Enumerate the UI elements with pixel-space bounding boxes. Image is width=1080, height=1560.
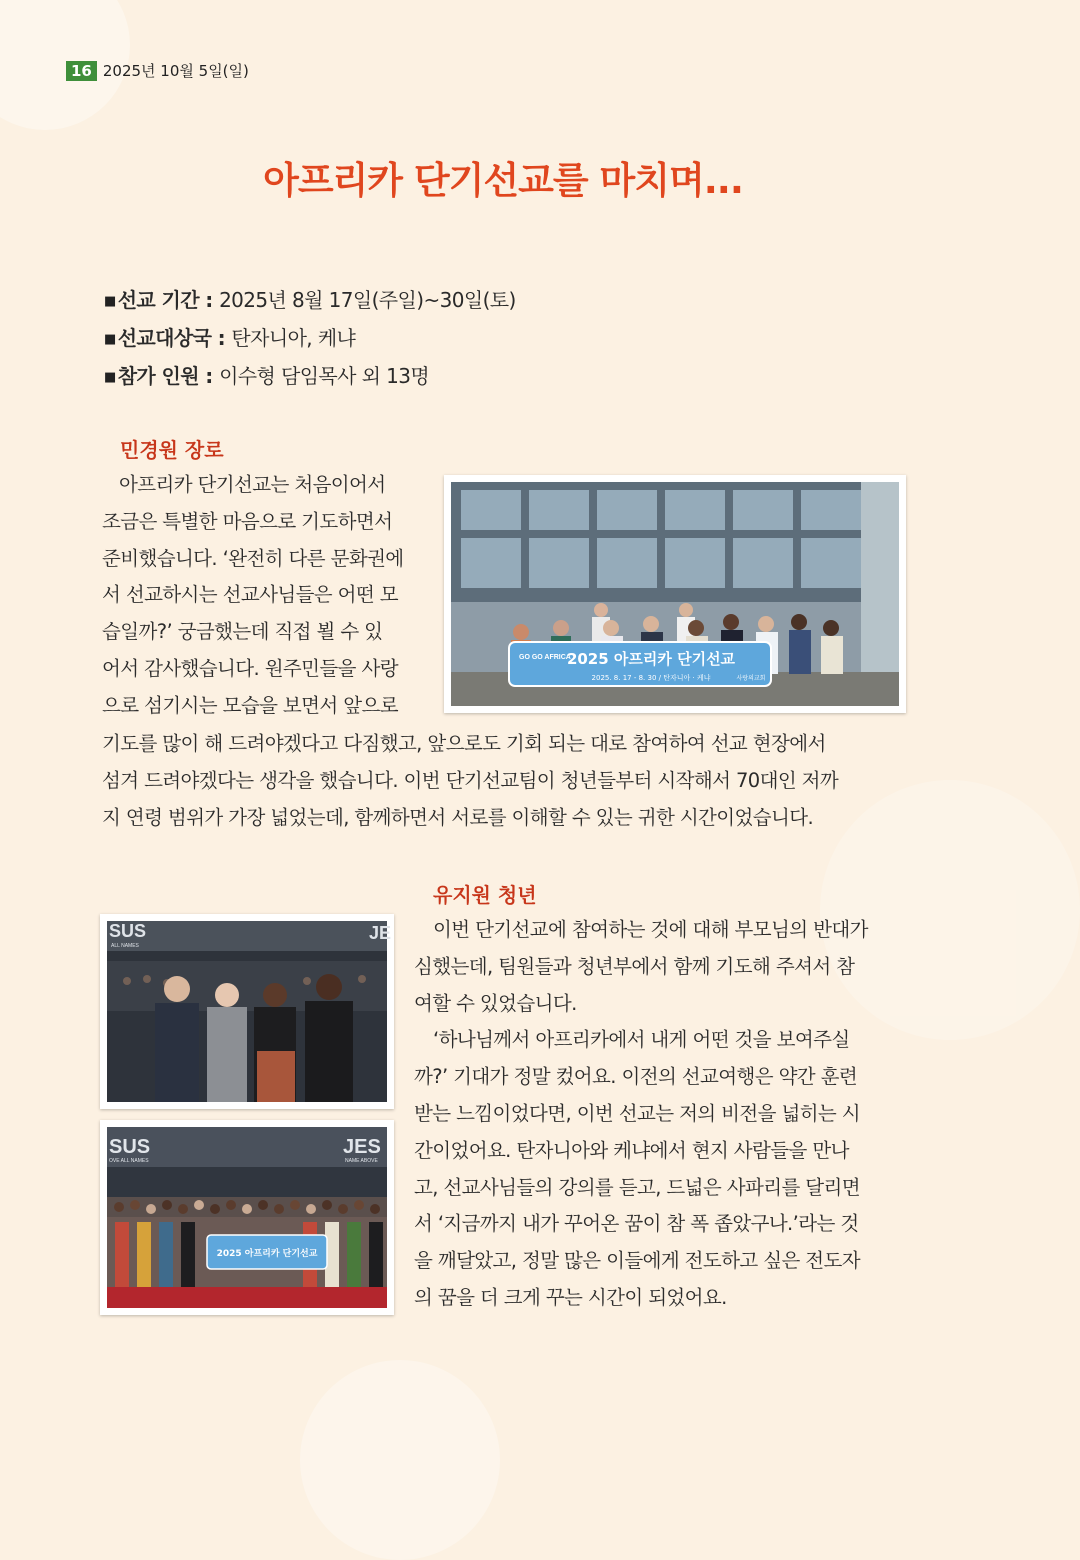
- page-title: 아프리카 단기선교를 마치며...: [263, 159, 743, 202]
- section1-body-wide: [102, 726, 908, 836]
- issue-date: 2025년 10월 5일(일): [102, 62, 249, 80]
- text-line: 간이었어요. 탄자니아와 케냐에서 현지 사람들을 만나: [414, 1138, 849, 1162]
- wall-subtext-right: NAME ABOVE: [345, 1158, 378, 1164]
- photo-church-leaders: [100, 914, 394, 1109]
- info-row: [104, 358, 516, 396]
- text-line: 이번 단기선교에 참여하는 것에 대해 부모님의 반대가: [433, 918, 868, 941]
- banner-title: 2025 아프리카 단기선교: [216, 1249, 318, 1259]
- group-photo-building: [444, 475, 906, 713]
- info-value: 탄자니아, 케냐: [231, 326, 356, 350]
- section1-body-narrow: [102, 467, 424, 725]
- wall-text-right: JES: [343, 1136, 381, 1158]
- info-key: 선교대상국 :: [117, 326, 232, 350]
- wall-text: SUS: [109, 921, 147, 941]
- wall-text-right: JE: [369, 923, 392, 943]
- photo-illustration: [451, 482, 899, 706]
- section2-author: 유지원 청년: [433, 883, 537, 907]
- photo-illustration: [107, 921, 392, 1102]
- photo-congregation: [100, 1120, 394, 1315]
- info-row: [104, 320, 516, 358]
- info-value: 이수형 담임목사 외 13명: [219, 364, 430, 388]
- info-key: 참가 인원 :: [117, 364, 220, 388]
- wall-subtext: ALL NAMES: [111, 943, 139, 949]
- text-line: 여할 수 있었습니다.: [414, 991, 577, 1015]
- text-line: 어서 감사했습니다. 원주민들을 사랑: [102, 656, 398, 680]
- photo-illustration: [107, 1127, 387, 1308]
- text-line: 서 선교하시는 선교사님들은 어떤 모: [102, 583, 398, 607]
- bg-circle: [300, 1360, 500, 1560]
- info-value: 2025년 8월 17일(주일)~30일(토): [219, 288, 516, 312]
- text-line: 으로 섬기시는 모습을 보면서 앞으로: [102, 693, 398, 717]
- info-row: [104, 282, 516, 320]
- text-line: 고, 선교사님들의 강의를 듣고, 드넓은 사파리를 달리면: [414, 1175, 861, 1199]
- text-line: 까?’ 기대가 정말 컸어요. 이전의 선교여행은 약간 훈련: [414, 1065, 858, 1089]
- square-bullet-icon: ■: [104, 370, 116, 385]
- banner-left-text: GO GO AFRICA: [519, 654, 571, 661]
- wall-text-left: SUS: [109, 1136, 151, 1158]
- text-line: 의 꿈을 더 크게 꾸는 시간이 되었어요.: [414, 1285, 727, 1309]
- banner-title: 2025 아프리카 단기선교: [566, 650, 736, 668]
- text-line: 조금은 특별한 마음으로 기도하면서: [102, 509, 393, 533]
- wall-subtext-left: OVE ALL NAMES: [109, 1158, 149, 1164]
- text-line: 심했는데, 팀원들과 청년부에서 함께 기도해 주셔서 참: [414, 954, 855, 978]
- text-line: 섬겨 드려야겠다는 생각을 했습니다. 이번 단기선교팀이 청년들부터 시작해서 70대인 저까: [102, 768, 839, 792]
- info-key: 선교 기간 :: [117, 288, 220, 312]
- square-bullet-icon: ■: [104, 294, 116, 309]
- banner-right-text: 사랑의교회: [736, 675, 766, 682]
- section1-author: 민경원 장로: [120, 438, 224, 462]
- text-line: 을 깨달았고, 정말 많은 이들에게 전도하고 싶은 전도자: [414, 1249, 861, 1273]
- section2-body: [414, 912, 906, 1317]
- text-line: 받는 느낌이었다면, 이번 선교는 저의 비전을 넓히는 시: [414, 1101, 861, 1125]
- banner-subtitle: 2025. 8. 17 - 8. 30 / 탄자니아 · 케냐: [591, 674, 711, 682]
- text-line: 서 ‘지금까지 내가 꾸어온 꿈이 참 폭 좁았구나.’라는 것: [414, 1212, 859, 1236]
- text-line: ‘하나님께서 아프리카에서 내게 어떤 것을 보여주실: [433, 1028, 850, 1052]
- page-header: [66, 60, 249, 81]
- text-line: 준비했습니다. ‘완전히 다른 문화권에: [102, 546, 404, 570]
- text-line: 지 연령 범위가 가장 넓었는데, 함께하면서 서로를 이해할 수 있는 귀한 시간이었습니다.: [102, 805, 814, 829]
- page-number: 16: [66, 61, 97, 81]
- square-bullet-icon: ■: [104, 332, 116, 347]
- text-line: 아프리카 단기선교는 처음이어서: [119, 473, 386, 496]
- text-line: 습일까?’ 궁금했는데 직접 뵐 수 있: [102, 620, 383, 644]
- text-line: 기도를 많이 해 드려야겠다고 다짐했고, 앞으로도 기회 되는 대로 참여하여 선교 현장에서: [102, 732, 826, 755]
- mission-info: [104, 282, 516, 396]
